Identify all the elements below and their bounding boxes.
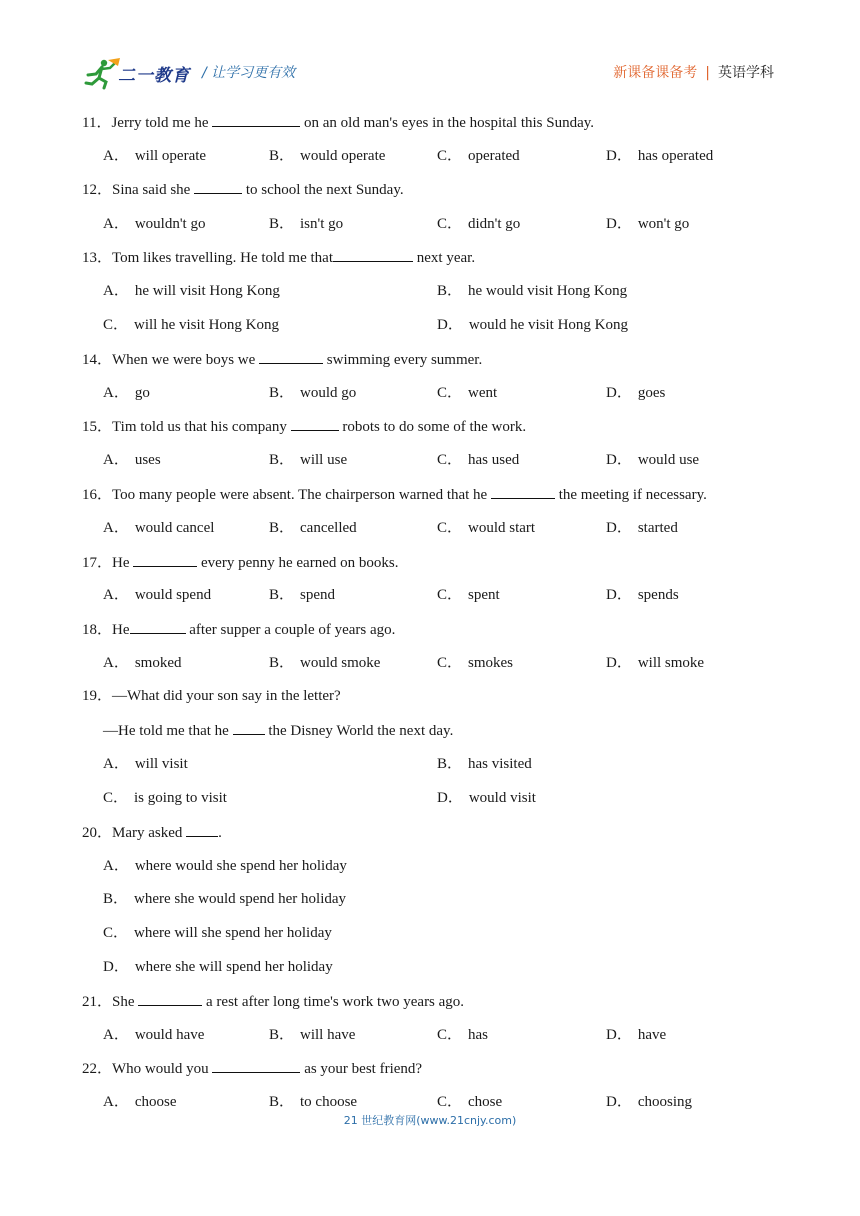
- option-b: B． would smoke: [269, 655, 381, 671]
- answer-blank: [233, 720, 265, 735]
- question-number: 12．: [82, 182, 113, 198]
- option-b: B． he would visit Hong Kong: [437, 283, 628, 299]
- question-22: [82, 1058, 422, 1079]
- option-d: D． will smoke: [606, 655, 705, 671]
- question-19: [82, 686, 341, 706]
- answer-blank: [186, 822, 218, 837]
- answer-blank: [212, 112, 300, 127]
- option-b: B． spend: [269, 587, 336, 603]
- option-c: C． has: [437, 1027, 489, 1043]
- question-number: 11．: [82, 115, 112, 131]
- option-a: A． go: [103, 385, 150, 401]
- option-c: C． went: [437, 385, 498, 401]
- option-c: C． spent: [437, 587, 500, 603]
- answer-blank: [259, 349, 323, 364]
- option-a: A． uses: [103, 452, 161, 468]
- option-a: A． will visit: [103, 756, 188, 772]
- option-a: A． would have: [103, 1027, 205, 1043]
- option-a: A． he will visit Hong Kong: [103, 283, 280, 299]
- option-b: B． has visited: [437, 756, 532, 772]
- option-a: A． will operate: [103, 148, 207, 164]
- question-stem-end: .: [218, 825, 222, 841]
- answer-blank: [491, 484, 555, 499]
- option-d: D． would use: [606, 452, 700, 468]
- question-21: [82, 991, 464, 1012]
- question-stem-end: a rest after long time's work two years ago.: [202, 994, 465, 1010]
- question-stem: Jerry told me he: [111, 115, 213, 131]
- question-stem: He: [112, 622, 130, 638]
- option-a: A． where would she spend her holiday: [103, 858, 347, 874]
- header-right: [613, 62, 774, 82]
- question-12: [82, 179, 404, 200]
- question-number: 14．: [82, 352, 113, 368]
- option-d: D． where she will spend her holiday: [103, 959, 333, 975]
- header-separator: |: [705, 65, 710, 81]
- question-13: [82, 247, 475, 268]
- question-number: 22．: [82, 1061, 113, 1077]
- question-stem: When we were boys we: [112, 352, 260, 368]
- option-d: D． choosing: [606, 1094, 693, 1110]
- option-d: D． won't go: [606, 216, 690, 232]
- option-c: C． smokes: [437, 655, 514, 671]
- question-number: 13．: [82, 250, 113, 266]
- option-a: A． would spend: [103, 587, 212, 603]
- option-b: B． will have: [269, 1027, 356, 1043]
- question-18: [82, 619, 395, 640]
- option-a: A． wouldn't go: [103, 216, 206, 232]
- option-d: D． started: [606, 520, 678, 536]
- answer-blank: [138, 991, 202, 1006]
- option-c: C． where will she spend her holiday: [103, 925, 332, 941]
- question-stem: —What did your son say in the letter?: [112, 688, 341, 704]
- option-b: B． would go: [269, 385, 357, 401]
- logo-text: 二一教育: [118, 65, 190, 85]
- page-header: [82, 56, 774, 90]
- option-b: B． would operate: [269, 148, 386, 164]
- option-a: A． would cancel: [103, 520, 215, 536]
- question-number: 16．: [82, 487, 113, 503]
- question-stem-end: after supper a couple of years ago.: [185, 622, 396, 638]
- answer-blank: [133, 552, 197, 567]
- option-d: D． goes: [606, 385, 666, 401]
- option-b: B． cancelled: [269, 520, 357, 536]
- question-number: 18．: [82, 622, 113, 638]
- option-a: A． choose: [103, 1094, 177, 1110]
- question-15: [82, 416, 526, 437]
- option-c: C． will he visit Hong Kong: [103, 317, 280, 333]
- option-c: C． operated: [437, 148, 520, 164]
- question-number: 20．: [82, 825, 113, 841]
- question-number: 19．: [82, 688, 113, 704]
- question-stem: Too many people were absent. The chairperson warned that he: [112, 487, 491, 503]
- question-stem: Tom likes travelling. He told me that: [112, 250, 334, 266]
- answer-blank: [130, 619, 186, 634]
- question-19-reply: [103, 720, 453, 741]
- answer-blank: [212, 1058, 300, 1073]
- question-stem: —He told me that he: [103, 723, 233, 739]
- question-number: 17．: [82, 555, 113, 571]
- option-d: D． would visit: [437, 790, 536, 806]
- question-11: [82, 112, 594, 133]
- question-14: [82, 349, 482, 370]
- header-subject: 英语学科: [718, 65, 774, 81]
- question-stem: Who would you: [112, 1061, 213, 1077]
- option-b: B． to choose: [269, 1094, 358, 1110]
- option-b: B． where she would spend her holiday: [103, 891, 347, 907]
- answer-blank: [333, 247, 413, 262]
- logo: [82, 56, 190, 90]
- answer-blank: [291, 416, 339, 431]
- question-stem-end: every penny he earned on books.: [197, 555, 399, 571]
- question-stem: Tim told us that his company: [112, 419, 291, 435]
- question-number: 21．: [82, 994, 113, 1010]
- question-stem: Sina said she: [112, 182, 195, 198]
- question-stem-end: robots to do some of the work.: [338, 419, 527, 435]
- option-c: C． has used: [437, 452, 520, 468]
- question-stem-end: next year.: [413, 250, 476, 266]
- question-stem-end: the Disney World the next day.: [264, 723, 454, 739]
- option-c: C． would start: [437, 520, 536, 536]
- option-d: D． have: [606, 1027, 667, 1043]
- question-stem-end: as your best friend?: [300, 1061, 423, 1077]
- header-course-label: 新课备课备考: [613, 65, 698, 81]
- question-stem: She: [112, 994, 139, 1010]
- runner-logo-icon: [82, 56, 122, 90]
- question-number: 15．: [82, 419, 113, 435]
- option-d: D． spends: [606, 587, 679, 603]
- option-d: D． would he visit Hong Kong: [437, 317, 629, 333]
- page-footer: 21 世纪教育网(www.21cnjy.com): [343, 1114, 517, 1127]
- option-d: D． has operated: [606, 148, 714, 164]
- question-stem-end: swimming every summer.: [323, 352, 483, 368]
- option-b: B． will use: [269, 452, 348, 468]
- question-stem-end: on an old man's eyes in the hospital this Sunday.: [300, 115, 595, 131]
- option-c: C． is going to visit: [103, 790, 227, 806]
- option-a: A． smoked: [103, 655, 182, 671]
- slogan: / 让学习更有效: [202, 65, 296, 81]
- question-stem: He: [112, 555, 134, 571]
- question-17: [82, 552, 398, 573]
- option-c: C． didn't go: [437, 216, 521, 232]
- question-20: [82, 822, 222, 843]
- question-stem-end: to school the next Sunday.: [242, 182, 404, 198]
- option-c: C． chose: [437, 1094, 503, 1110]
- question-16: [82, 484, 707, 505]
- answer-blank: [194, 179, 242, 194]
- option-b: B． isn't go: [269, 216, 344, 232]
- question-stem-end: the meeting if necessary.: [554, 487, 707, 503]
- question-stem: Mary asked: [112, 825, 187, 841]
